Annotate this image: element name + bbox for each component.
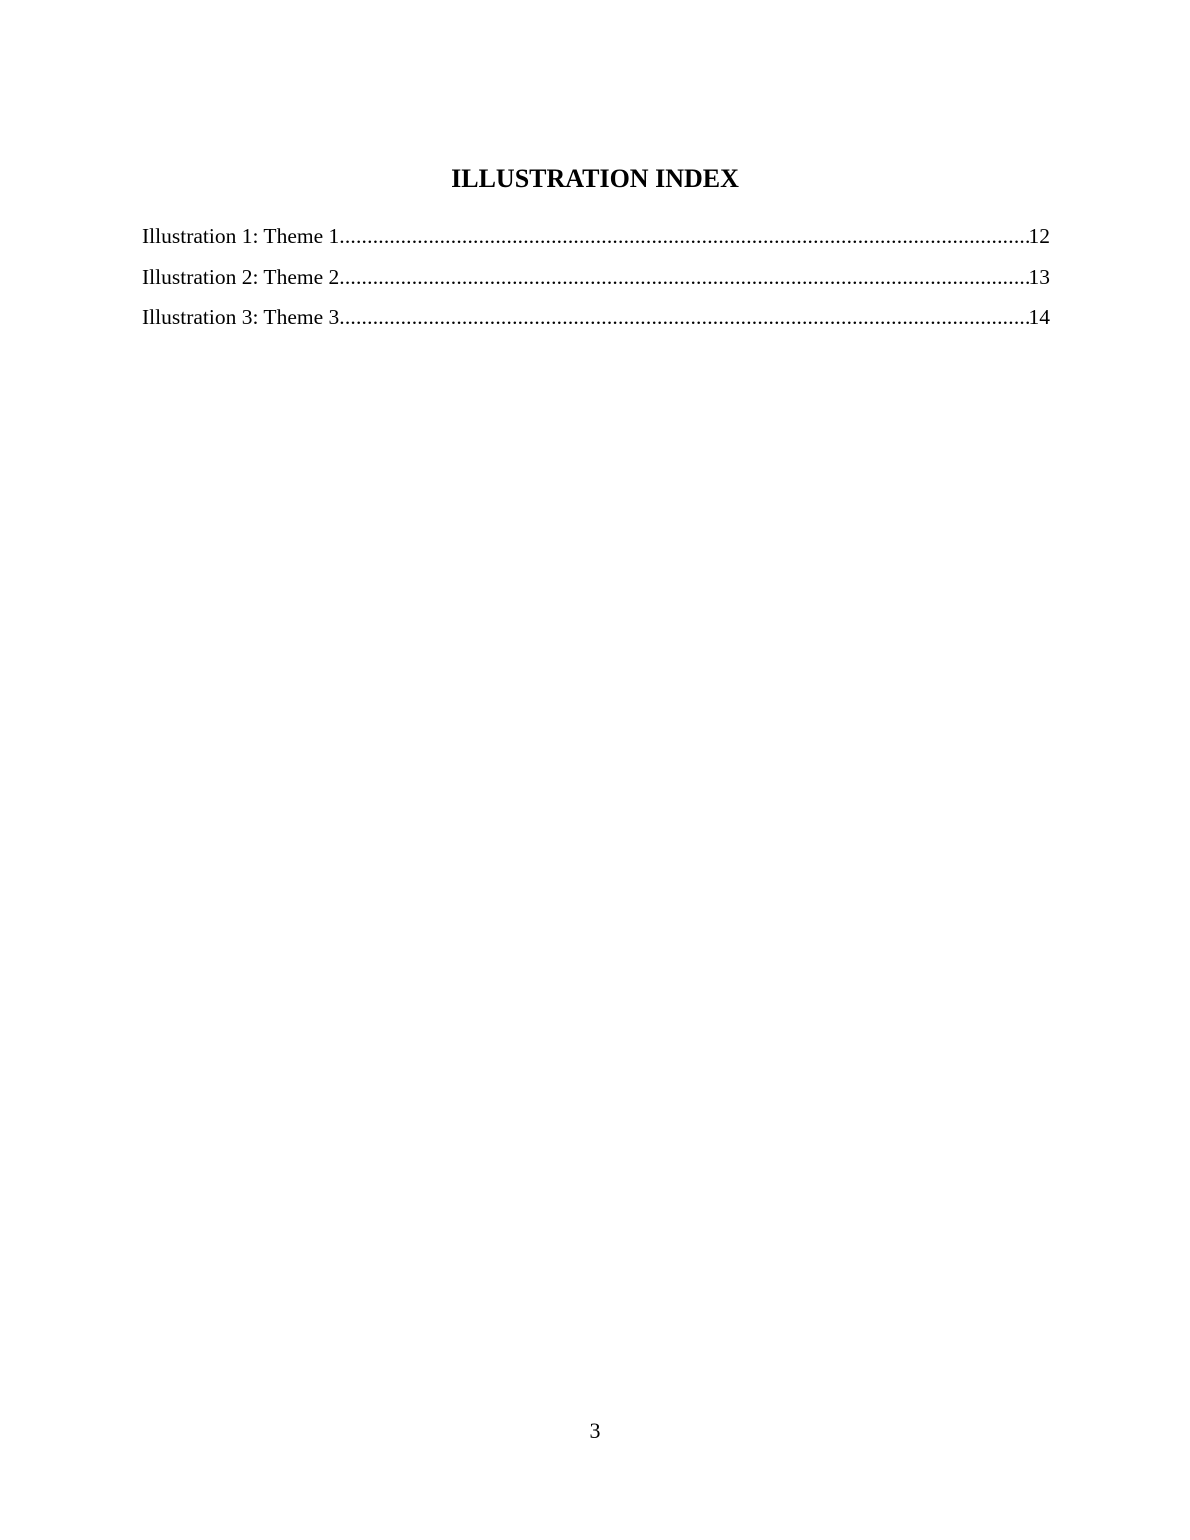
- index-title: ILLUSTRATION INDEX: [451, 164, 739, 193]
- page-number: 3: [589, 1418, 601, 1443]
- index-entry[interactable]: [142, 220, 1050, 261]
- index-entry-page: 13: [1028, 264, 1050, 289]
- index-entry-label: Illustration 3: Theme 3: [142, 305, 340, 329]
- dot-leader: [339, 220, 1028, 252]
- index-entry[interactable]: [142, 261, 1050, 302]
- index-entry-page: 14: [1028, 305, 1050, 329]
- index-entry-label: Illustration 2: Theme 2: [142, 264, 340, 289]
- dot-leader: [339, 261, 1028, 293]
- index-entry-page: 12: [1028, 224, 1050, 248]
- index-entry[interactable]: [142, 301, 1050, 342]
- dot-leader: [339, 301, 1028, 333]
- index-entry-label: Illustration 1: Theme 1: [142, 224, 340, 248]
- illustration-index-list: [142, 220, 1050, 342]
